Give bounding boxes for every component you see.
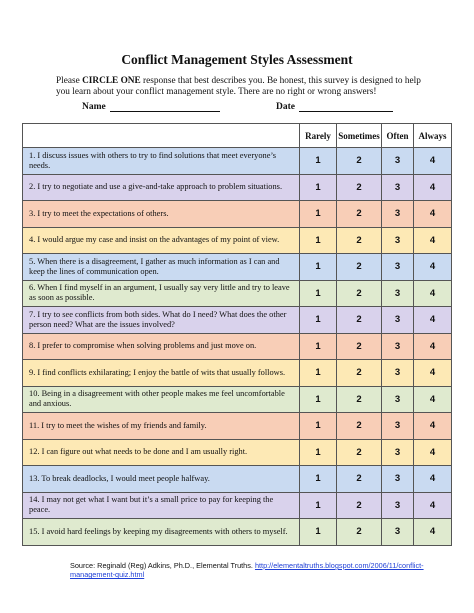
header-often: Often (382, 124, 414, 148)
rating-option-4[interactable]: 4 (414, 386, 452, 413)
rating-option-3[interactable]: 3 (382, 254, 414, 281)
rating-option-1[interactable]: 1 (300, 386, 337, 413)
question-text: 7. I try to see conflicts from both sides. What do I need? What does the other person need? What are the issues involved? (23, 307, 300, 334)
rating-option-3[interactable]: 3 (382, 492, 414, 519)
rating-option-2[interactable]: 2 (337, 174, 382, 201)
instructions-text: response that best describes you. Be honest, this survey is designed to help you learn about your conflict management style. There are no right or wrong answers! (56, 76, 421, 98)
question-row (23, 386, 452, 413)
rating-option-1[interactable]: 1 (300, 413, 337, 440)
rating-option-4[interactable]: 4 (414, 439, 452, 466)
question-row (23, 360, 452, 387)
rating-option-2[interactable]: 2 (337, 201, 382, 228)
rating-option-4[interactable]: 4 (414, 254, 452, 281)
rating-option-2[interactable]: 2 (337, 333, 382, 360)
rating-option-3[interactable]: 3 (382, 466, 414, 493)
rating-option-3[interactable]: 3 (382, 174, 414, 201)
rating-option-2[interactable]: 2 (337, 413, 382, 440)
question-text: 4. I would argue my case and insist on the advantages of my point of view. (23, 227, 300, 254)
rating-option-1[interactable]: 1 (300, 148, 337, 175)
rating-option-3[interactable]: 3 (382, 413, 414, 440)
rating-option-3[interactable]: 3 (382, 227, 414, 254)
rating-option-2[interactable]: 2 (337, 307, 382, 334)
rating-option-1[interactable]: 1 (300, 360, 337, 387)
page-title: Conflict Management Styles Assessment (121, 52, 353, 67)
question-text: 3. I try to meet the expectations of others. (23, 201, 300, 228)
rating-option-4[interactable]: 4 (414, 333, 452, 360)
rating-option-4[interactable]: 4 (414, 148, 452, 175)
instructions (56, 76, 434, 98)
question-row (23, 333, 452, 360)
rating-option-1[interactable]: 1 (300, 439, 337, 466)
name-line[interactable] (110, 101, 220, 112)
rating-option-3[interactable]: 3 (382, 148, 414, 175)
rating-option-4[interactable]: 4 (414, 466, 452, 493)
rating-option-1[interactable]: 1 (300, 174, 337, 201)
header-sometimes: Sometimes (337, 124, 382, 148)
question-row (23, 492, 452, 519)
rating-option-2[interactable]: 2 (337, 492, 382, 519)
rating-option-1[interactable]: 1 (300, 466, 337, 493)
name-field[interactable] (82, 101, 220, 112)
question-row (23, 254, 452, 281)
rating-option-4[interactable]: 4 (414, 227, 452, 254)
question-text: 11. I try to meet the wishes of my friends and family. (23, 413, 300, 440)
question-row (23, 227, 452, 254)
rating-option-2[interactable]: 2 (337, 386, 382, 413)
question-text: 9. I find conflicts exhilarating; I enjoy the battle of wits that usually follows. (23, 360, 300, 387)
question-text: 15. I avoid hard feelings by keeping my disagreements with others to myself. (23, 519, 300, 546)
rating-option-4[interactable]: 4 (414, 492, 452, 519)
question-text: 10. Being in a disagreement with other people makes me feel uncomfortable and anxious. (23, 386, 300, 413)
question-row (23, 148, 452, 175)
question-row (23, 280, 452, 307)
source-link[interactable]: http://elementaltruths.blogspot.com/2006/11/conflict-management-quiz.html (70, 561, 424, 580)
name-label: Name (82, 102, 106, 112)
rating-option-2[interactable]: 2 (337, 360, 382, 387)
assessment-table (22, 123, 452, 546)
date-line[interactable] (299, 101, 393, 112)
question-text: 6. When I find myself in an argument, I usually say very little and try to leave as soon as possible. (23, 280, 300, 307)
question-row (23, 413, 452, 440)
rating-option-1[interactable]: 1 (300, 519, 337, 546)
date-label: Date (276, 102, 295, 112)
question-row (23, 519, 452, 546)
rating-option-1[interactable]: 1 (300, 227, 337, 254)
question-row (23, 466, 452, 493)
rating-option-2[interactable]: 2 (337, 148, 382, 175)
rating-option-1[interactable]: 1 (300, 280, 337, 307)
rating-option-3[interactable]: 3 (382, 519, 414, 546)
rating-option-2[interactable]: 2 (337, 519, 382, 546)
header-statement (23, 124, 300, 148)
rating-option-3[interactable]: 3 (382, 307, 414, 334)
rating-option-4[interactable]: 4 (414, 413, 452, 440)
rating-option-3[interactable]: 3 (382, 386, 414, 413)
rating-option-1[interactable]: 1 (300, 492, 337, 519)
header-rarely: Rarely (300, 124, 337, 148)
instructions-emphasis: CIRCLE ONE (82, 76, 141, 86)
rating-option-3[interactable]: 3 (382, 360, 414, 387)
rating-option-2[interactable]: 2 (337, 280, 382, 307)
header-always: Always (414, 124, 452, 148)
rating-option-2[interactable]: 2 (337, 439, 382, 466)
question-text: 2. I try to negotiate and use a give-and-take approach to problem situations. (23, 174, 300, 201)
rating-option-2[interactable]: 2 (337, 466, 382, 493)
rating-option-4[interactable]: 4 (414, 174, 452, 201)
rating-option-4[interactable]: 4 (414, 519, 452, 546)
rating-option-4[interactable]: 4 (414, 280, 452, 307)
rating-option-1[interactable]: 1 (300, 254, 337, 281)
question-row (23, 174, 452, 201)
instructions-prefix: Please (56, 76, 83, 86)
question-text: 13. To break deadlocks, I would meet people halfway. (23, 466, 300, 493)
question-text: 14. I may not get what I want but it’s a small price to pay for keeping the peace. (23, 492, 300, 519)
rating-option-3[interactable]: 3 (382, 439, 414, 466)
rating-option-3[interactable]: 3 (382, 280, 414, 307)
rating-option-4[interactable]: 4 (414, 360, 452, 387)
rating-option-2[interactable]: 2 (337, 254, 382, 281)
rating-option-4[interactable]: 4 (414, 201, 452, 228)
respondent-fields (0, 101, 474, 113)
rating-option-1[interactable]: 1 (300, 201, 337, 228)
question-row (23, 307, 452, 334)
question-text: 12. I can figure out what needs to be done and I am usually right. (23, 439, 300, 466)
question-text: 8. I prefer to compromise when solving problems and just move on. (23, 333, 300, 360)
rating-option-4[interactable]: 4 (414, 307, 452, 334)
rating-option-1[interactable]: 1 (300, 307, 337, 334)
source-citation (70, 561, 434, 579)
rating-option-2[interactable]: 2 (337, 227, 382, 254)
rating-option-1[interactable]: 1 (300, 333, 337, 360)
question-row (23, 201, 452, 228)
date-field[interactable] (276, 101, 393, 112)
question-text: 1. I discuss issues with others to try to find solutions that meet everyone’s needs. (23, 148, 300, 175)
question-text: 5. When there is a disagreement, I gather as much information as I can and keep the lines of communication open. (23, 254, 300, 281)
rating-option-3[interactable]: 3 (382, 333, 414, 360)
rating-option-3[interactable]: 3 (382, 201, 414, 228)
source-text: Source: Reginald (Reg) Adkins, Ph.D., Elemental Truths. (70, 561, 255, 570)
header-row (23, 124, 452, 148)
question-row (23, 439, 452, 466)
